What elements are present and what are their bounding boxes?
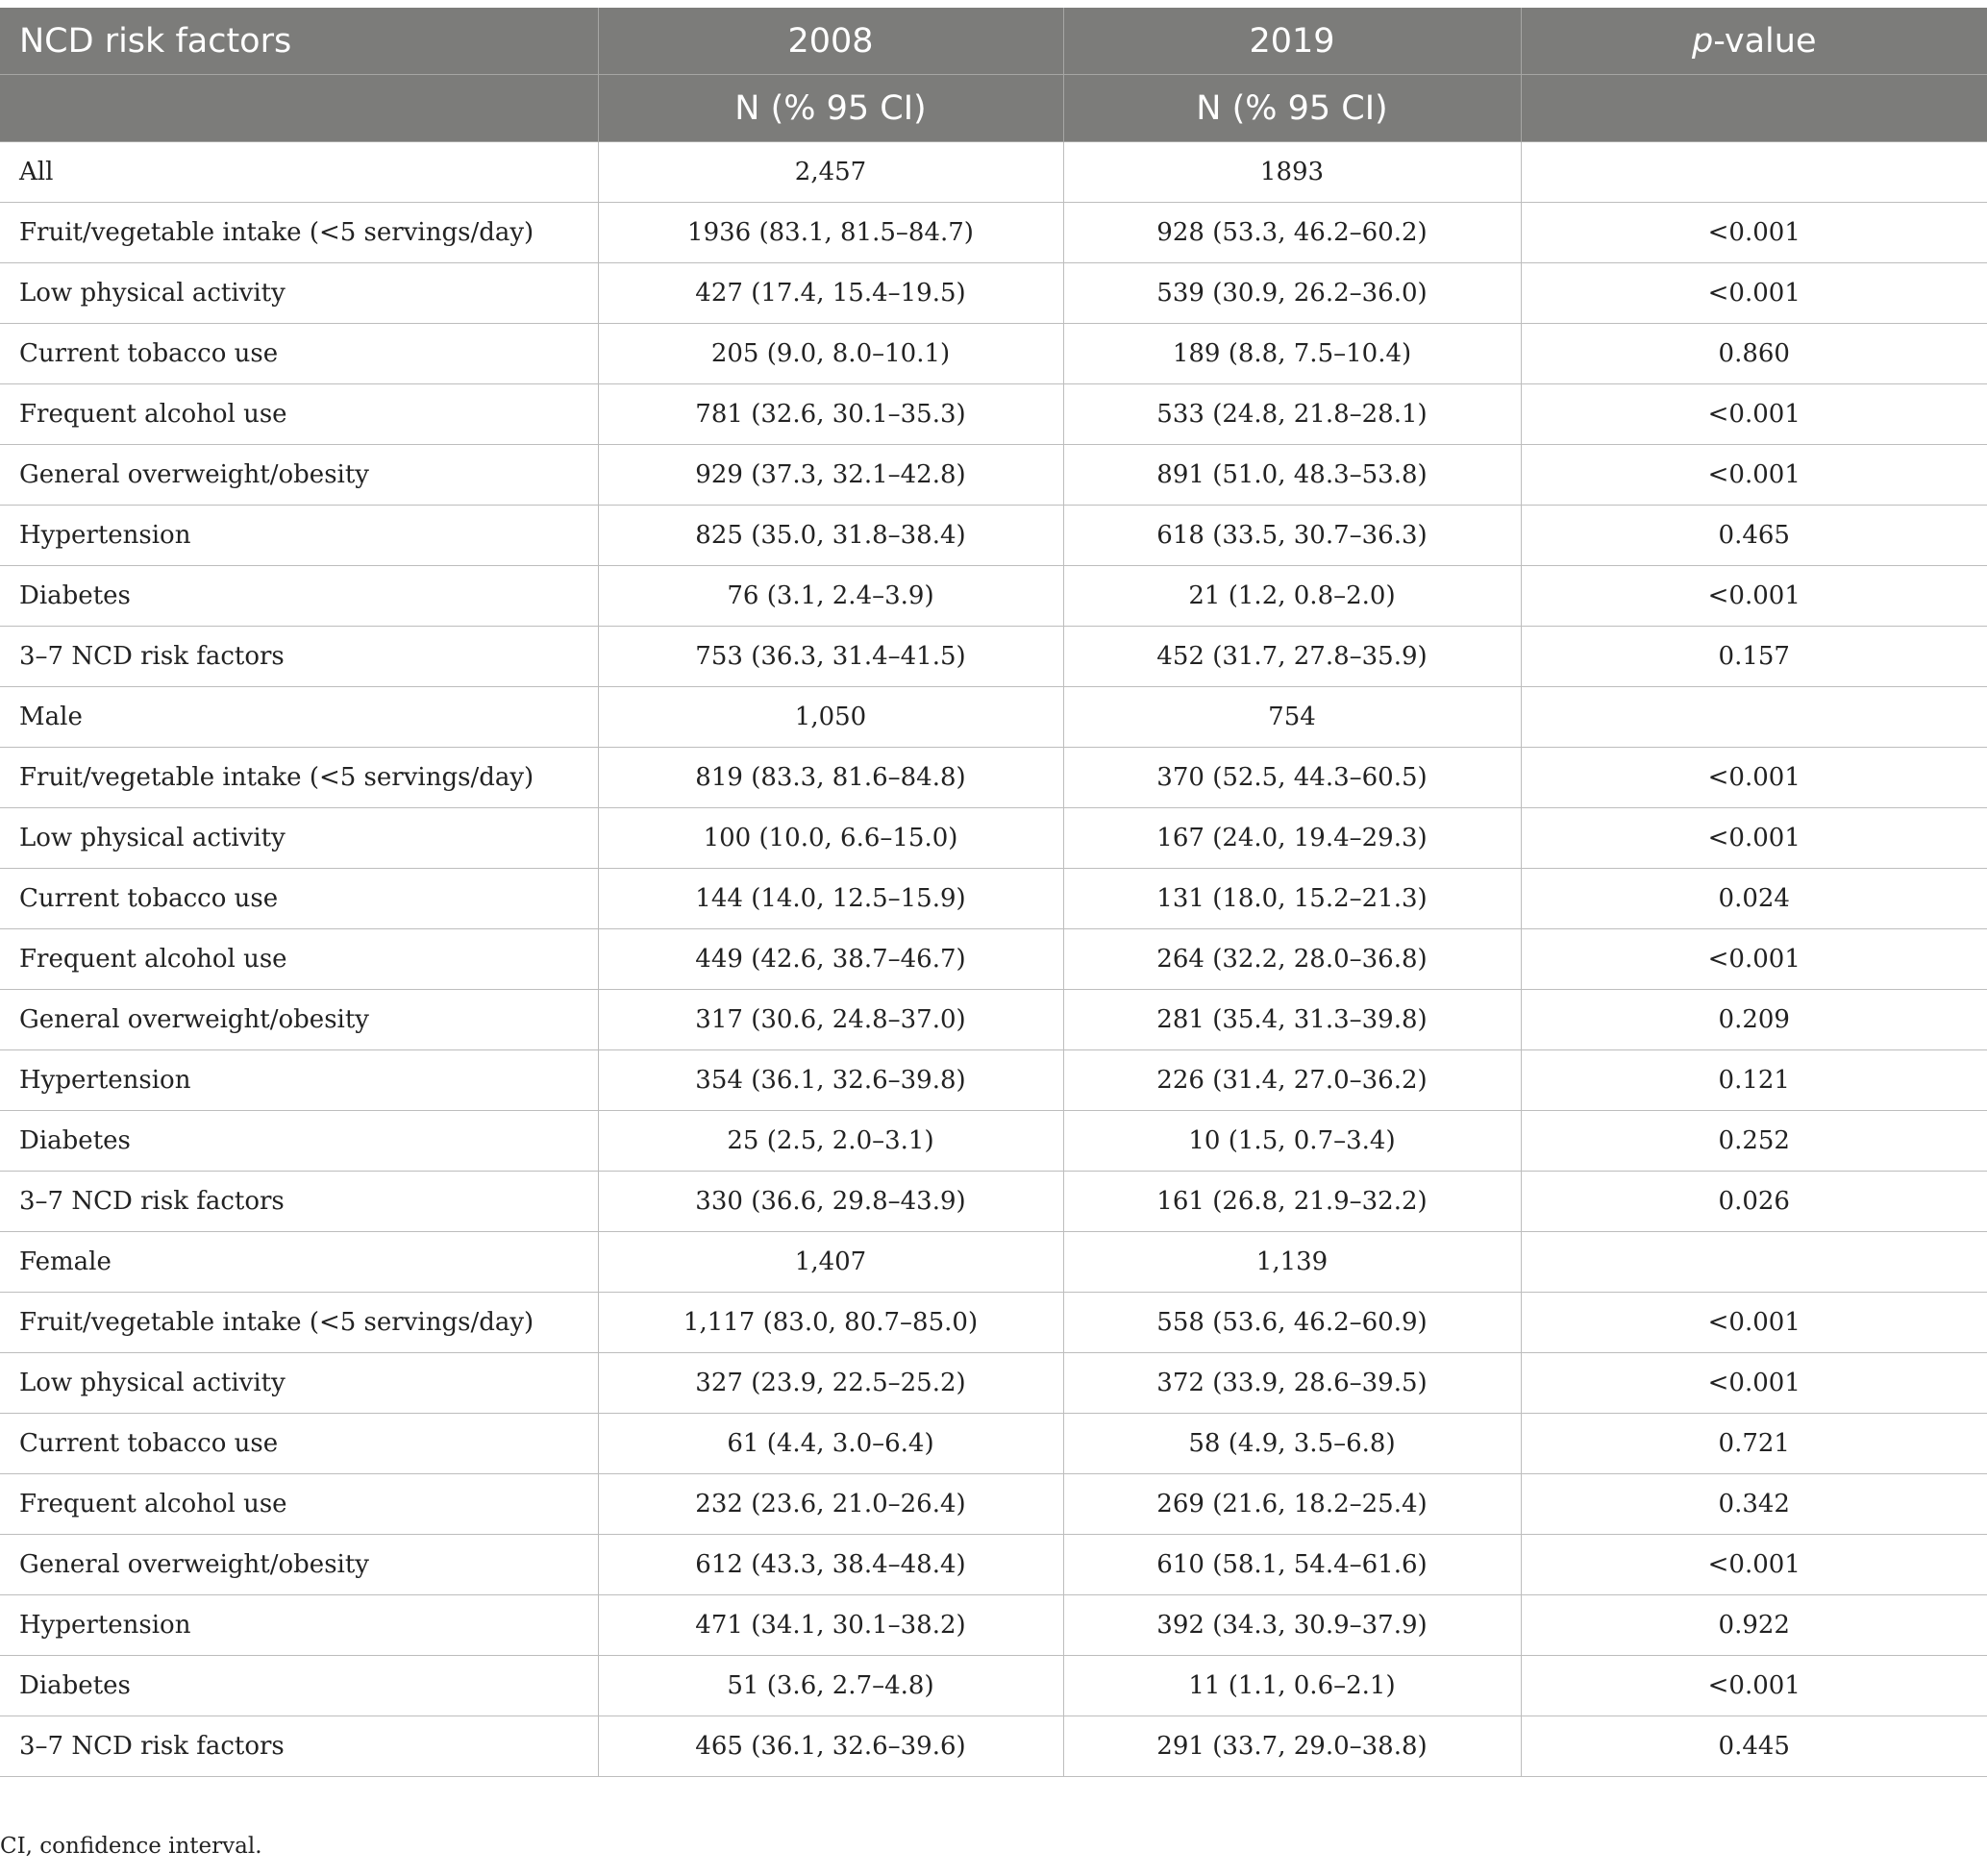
table-row bbox=[0, 1232, 1987, 1293]
p-value-cell: <0.001 bbox=[1521, 748, 1987, 808]
table-row bbox=[0, 1474, 1987, 1535]
value-2008-cell: 1,117 (83.0, 80.7–85.0) bbox=[598, 1293, 1063, 1353]
p-value-cell: <0.001 bbox=[1521, 1656, 1987, 1716]
table-row bbox=[0, 1716, 1987, 1777]
p-value-cell: <0.001 bbox=[1521, 1353, 1987, 1414]
value-2008-cell: 427 (17.4, 15.4–19.5) bbox=[598, 263, 1063, 324]
value-2008-cell: 76 (3.1, 2.4–3.9) bbox=[598, 566, 1063, 627]
p-value-cell bbox=[1521, 1232, 1987, 1293]
value-2008-cell: 354 (36.1, 32.6–39.8) bbox=[598, 1050, 1063, 1111]
risk-factor-cell: Male bbox=[0, 687, 598, 748]
table-row bbox=[0, 1595, 1987, 1656]
value-2019-cell: 10 (1.5, 0.7–3.4) bbox=[1063, 1111, 1521, 1172]
value-2019-cell: 618 (33.5, 30.7–36.3) bbox=[1063, 506, 1521, 566]
header-2008-unit: N (% 95 CI) bbox=[598, 75, 1063, 142]
risk-factor-cell: Current tobacco use bbox=[0, 324, 598, 384]
value-2008-cell: 1,407 bbox=[598, 1232, 1063, 1293]
risk-factor-cell: Hypertension bbox=[0, 506, 598, 566]
table-row bbox=[0, 808, 1987, 869]
table-row bbox=[0, 748, 1987, 808]
risk-factor-cell: Diabetes bbox=[0, 566, 598, 627]
header-2008: 2008 bbox=[598, 8, 1063, 75]
risk-factor-cell: General overweight/obesity bbox=[0, 445, 598, 506]
table-row bbox=[0, 566, 1987, 627]
header-p-value bbox=[1521, 8, 1987, 75]
p-value-cell: 0.121 bbox=[1521, 1050, 1987, 1111]
value-2008-cell: 825 (35.0, 31.8–38.4) bbox=[598, 506, 1063, 566]
risk-factor-cell: 3–7 NCD risk factors bbox=[0, 1716, 598, 1777]
risk-factor-table-container bbox=[0, 8, 1987, 1777]
risk-factor-cell: 3–7 NCD risk factors bbox=[0, 627, 598, 687]
value-2019-cell: 291 (33.7, 29.0–38.8) bbox=[1063, 1716, 1521, 1777]
header-row-1 bbox=[0, 8, 1987, 75]
header-p-rest: -value bbox=[1713, 21, 1817, 61]
risk-factor-cell: General overweight/obesity bbox=[0, 990, 598, 1050]
value-2008-cell: 1936 (83.1, 81.5–84.7) bbox=[598, 203, 1063, 263]
value-2019-cell: 189 (8.8, 7.5–10.4) bbox=[1063, 324, 1521, 384]
table-row bbox=[0, 1111, 1987, 1172]
table-body bbox=[0, 142, 1987, 1777]
risk-factor-cell: Fruit/vegetable intake (<5 servings/day) bbox=[0, 203, 598, 263]
p-value-cell: 0.252 bbox=[1521, 1111, 1987, 1172]
table-row bbox=[0, 142, 1987, 203]
p-value-cell bbox=[1521, 142, 1987, 203]
table-row bbox=[0, 1353, 1987, 1414]
value-2019-cell: 754 bbox=[1063, 687, 1521, 748]
p-value-cell: <0.001 bbox=[1521, 929, 1987, 990]
value-2019-cell: 281 (35.4, 31.3–39.8) bbox=[1063, 990, 1521, 1050]
p-value-cell: 0.026 bbox=[1521, 1172, 1987, 1232]
value-2019-cell: 558 (53.6, 46.2–60.9) bbox=[1063, 1293, 1521, 1353]
risk-factor-cell: Low physical activity bbox=[0, 808, 598, 869]
value-2019-cell: 131 (18.0, 15.2–21.3) bbox=[1063, 869, 1521, 929]
value-2019-cell: 11 (1.1, 0.6–2.1) bbox=[1063, 1656, 1521, 1716]
value-2008-cell: 781 (32.6, 30.1–35.3) bbox=[598, 384, 1063, 445]
risk-factor-cell: Hypertension bbox=[0, 1050, 598, 1111]
table-row bbox=[0, 384, 1987, 445]
table-row bbox=[0, 687, 1987, 748]
risk-factor-table bbox=[0, 8, 1987, 1777]
value-2019-cell: 372 (33.9, 28.6–39.5) bbox=[1063, 1353, 1521, 1414]
table-row bbox=[0, 1293, 1987, 1353]
value-2019-cell: 167 (24.0, 19.4–29.3) bbox=[1063, 808, 1521, 869]
p-value-cell: 0.342 bbox=[1521, 1474, 1987, 1535]
value-2019-cell: 891 (51.0, 48.3–53.8) bbox=[1063, 445, 1521, 506]
table-row bbox=[0, 1050, 1987, 1111]
header-empty-1 bbox=[0, 75, 598, 142]
value-2008-cell: 929 (37.3, 32.1–42.8) bbox=[598, 445, 1063, 506]
value-2019-cell: 161 (26.8, 21.9–32.2) bbox=[1063, 1172, 1521, 1232]
value-2019-cell: 392 (34.3, 30.9–37.9) bbox=[1063, 1595, 1521, 1656]
p-value-cell: 0.465 bbox=[1521, 506, 1987, 566]
value-2019-cell: 610 (58.1, 54.4–61.6) bbox=[1063, 1535, 1521, 1595]
value-2019-cell: 264 (32.2, 28.0–36.8) bbox=[1063, 929, 1521, 990]
value-2008-cell: 330 (36.6, 29.8–43.9) bbox=[598, 1172, 1063, 1232]
p-value-cell: 0.445 bbox=[1521, 1716, 1987, 1777]
table-row bbox=[0, 445, 1987, 506]
value-2019-cell: 452 (31.7, 27.8–35.9) bbox=[1063, 627, 1521, 687]
header-2019: 2019 bbox=[1063, 8, 1521, 75]
risk-factor-cell: Current tobacco use bbox=[0, 869, 598, 929]
risk-factor-cell: Frequent alcohol use bbox=[0, 1474, 598, 1535]
p-value-cell: 0.157 bbox=[1521, 627, 1987, 687]
value-2019-cell: 370 (52.5, 44.3–60.5) bbox=[1063, 748, 1521, 808]
value-2008-cell: 465 (36.1, 32.6–39.6) bbox=[598, 1716, 1063, 1777]
risk-factor-cell: Low physical activity bbox=[0, 1353, 598, 1414]
value-2008-cell: 144 (14.0, 12.5–15.9) bbox=[598, 869, 1063, 929]
value-2008-cell: 471 (34.1, 30.1–38.2) bbox=[598, 1595, 1063, 1656]
risk-factor-cell: Frequent alcohol use bbox=[0, 929, 598, 990]
risk-factor-cell: Diabetes bbox=[0, 1111, 598, 1172]
value-2008-cell: 61 (4.4, 3.0–6.4) bbox=[598, 1414, 1063, 1474]
p-value-cell: 0.024 bbox=[1521, 869, 1987, 929]
value-2019-cell: 1,139 bbox=[1063, 1232, 1521, 1293]
value-2019-cell: 533 (24.8, 21.8–28.1) bbox=[1063, 384, 1521, 445]
p-value-cell: <0.001 bbox=[1521, 808, 1987, 869]
risk-factor-cell: Frequent alcohol use bbox=[0, 384, 598, 445]
value-2008-cell: 612 (43.3, 38.4–48.4) bbox=[598, 1535, 1063, 1595]
value-2008-cell: 1,050 bbox=[598, 687, 1063, 748]
p-value-cell: <0.001 bbox=[1521, 445, 1987, 506]
risk-factor-cell: Current tobacco use bbox=[0, 1414, 598, 1474]
risk-factor-cell: Diabetes bbox=[0, 1656, 598, 1716]
header-2019-unit: N (% 95 CI) bbox=[1063, 75, 1521, 142]
risk-factor-cell: Low physical activity bbox=[0, 263, 598, 324]
risk-factor-cell: Fruit/vegetable intake (<5 servings/day) bbox=[0, 748, 598, 808]
p-value-cell: <0.001 bbox=[1521, 1293, 1987, 1353]
risk-factor-cell: Female bbox=[0, 1232, 598, 1293]
header-empty-4 bbox=[1521, 75, 1987, 142]
table-row bbox=[0, 506, 1987, 566]
p-value-cell: <0.001 bbox=[1521, 203, 1987, 263]
table-row bbox=[0, 1535, 1987, 1595]
risk-factor-cell: 3–7 NCD risk factors bbox=[0, 1172, 598, 1232]
header-row-2 bbox=[0, 75, 1987, 142]
value-2008-cell: 2,457 bbox=[598, 142, 1063, 203]
table-footnote: CI, confidence interval. bbox=[0, 1834, 262, 1859]
p-value-cell: 0.209 bbox=[1521, 990, 1987, 1050]
risk-factor-cell: General overweight/obesity bbox=[0, 1535, 598, 1595]
value-2008-cell: 449 (42.6, 38.7–46.7) bbox=[598, 929, 1063, 990]
p-value-cell: <0.001 bbox=[1521, 263, 1987, 324]
p-value-cell: <0.001 bbox=[1521, 1535, 1987, 1595]
header-risk-factors: NCD risk factors bbox=[0, 8, 598, 75]
value-2008-cell: 25 (2.5, 2.0–3.1) bbox=[598, 1111, 1063, 1172]
table-row bbox=[0, 203, 1987, 263]
table-row bbox=[0, 869, 1987, 929]
value-2008-cell: 100 (10.0, 6.6–15.0) bbox=[598, 808, 1063, 869]
value-2008-cell: 753 (36.3, 31.4–41.5) bbox=[598, 627, 1063, 687]
risk-factor-cell: Hypertension bbox=[0, 1595, 598, 1656]
value-2008-cell: 317 (30.6, 24.8–37.0) bbox=[598, 990, 1063, 1050]
risk-factor-cell: Fruit/vegetable intake (<5 servings/day) bbox=[0, 1293, 598, 1353]
risk-factor-cell: All bbox=[0, 142, 598, 203]
value-2019-cell: 539 (30.9, 26.2–36.0) bbox=[1063, 263, 1521, 324]
table-row bbox=[0, 1414, 1987, 1474]
table-row bbox=[0, 263, 1987, 324]
value-2008-cell: 205 (9.0, 8.0–10.1) bbox=[598, 324, 1063, 384]
table-header bbox=[0, 8, 1987, 142]
value-2019-cell: 21 (1.2, 0.8–2.0) bbox=[1063, 566, 1521, 627]
table-row bbox=[0, 1656, 1987, 1716]
value-2008-cell: 819 (83.3, 81.6–84.8) bbox=[598, 748, 1063, 808]
value-2008-cell: 327 (23.9, 22.5–25.2) bbox=[598, 1353, 1063, 1414]
value-2019-cell: 226 (31.4, 27.0–36.2) bbox=[1063, 1050, 1521, 1111]
p-value-cell bbox=[1521, 687, 1987, 748]
table-row bbox=[0, 990, 1987, 1050]
p-value-cell: 0.721 bbox=[1521, 1414, 1987, 1474]
table-row bbox=[0, 324, 1987, 384]
p-value-cell: <0.001 bbox=[1521, 566, 1987, 627]
table-row bbox=[0, 929, 1987, 990]
value-2008-cell: 232 (23.6, 21.0–26.4) bbox=[598, 1474, 1063, 1535]
value-2019-cell: 269 (21.6, 18.2–25.4) bbox=[1063, 1474, 1521, 1535]
value-2019-cell: 928 (53.3, 46.2–60.2) bbox=[1063, 203, 1521, 263]
p-value-cell: 0.860 bbox=[1521, 324, 1987, 384]
p-value-cell: <0.001 bbox=[1521, 384, 1987, 445]
header-p-italic: p bbox=[1691, 21, 1714, 61]
p-value-cell: 0.922 bbox=[1521, 1595, 1987, 1656]
value-2019-cell: 1893 bbox=[1063, 142, 1521, 203]
value-2008-cell: 51 (3.6, 2.7–4.8) bbox=[598, 1656, 1063, 1716]
value-2019-cell: 58 (4.9, 3.5–6.8) bbox=[1063, 1414, 1521, 1474]
table-row bbox=[0, 1172, 1987, 1232]
table-row bbox=[0, 627, 1987, 687]
